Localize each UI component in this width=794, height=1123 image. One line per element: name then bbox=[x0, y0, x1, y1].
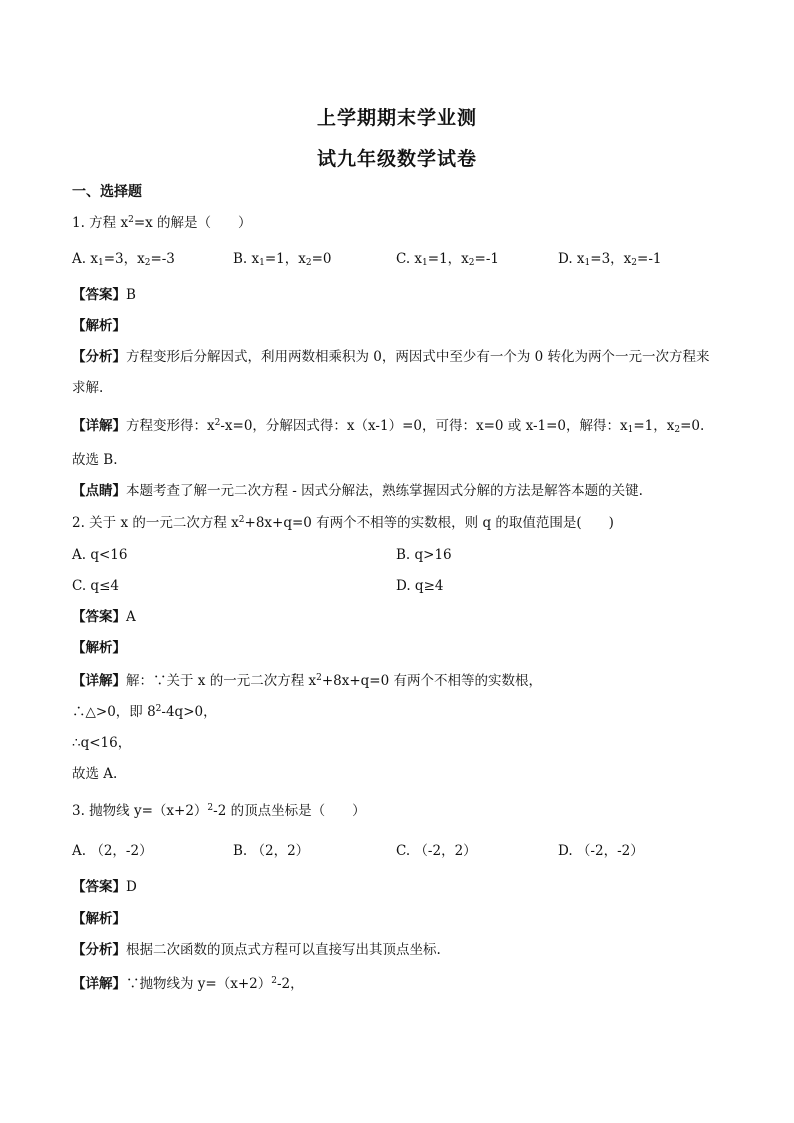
q2-step2: ∴q<16， bbox=[72, 735, 132, 751]
q2-choose: 故选 A. bbox=[72, 766, 118, 782]
q2-option-d: D. q≥4 bbox=[396, 578, 444, 594]
q1-option-c: C. $x_1=1$，$x_2=-1$ bbox=[396, 251, 499, 268]
q1-option-d: D. $x_1=3$，$x_2=-1$ bbox=[558, 251, 662, 268]
q1-analysis-label: 【解析】 bbox=[72, 318, 126, 334]
section-heading: 一、选择题 bbox=[72, 184, 142, 200]
q3-option-b: B. （2，2） bbox=[233, 843, 310, 859]
q1-answer: 【答案】B bbox=[72, 287, 136, 303]
q3-option-a: A. （2，-2） bbox=[72, 843, 153, 859]
q3-option-d: D. （-2，-2） bbox=[558, 843, 644, 859]
q1-detail: 【详解】方程变形得：$x^2-x=0$，分解因式得：x（x-1）=0，可得：x=0 或 x-1=0，解得：$x_1=1$，$x_2=0$. bbox=[72, 418, 705, 435]
q2-detail: 【详解】解：∵关于 x 的一元二次方程 $x^2+8x+q=0$ 有两个不相等的实数根， bbox=[72, 673, 543, 689]
q3-analysis-label: 【解析】 bbox=[72, 911, 126, 927]
q2-answer: 【答案】A bbox=[72, 609, 136, 625]
q1-stem: 1. 方程 $x^2=x$ 的解是（ ） bbox=[72, 215, 252, 231]
q2-option-a: A. q<16 bbox=[72, 547, 128, 563]
doc-title-line1: 上学期期末学业测 bbox=[316, 107, 477, 129]
doc-title-line2: 试九年级数学试卷 bbox=[316, 148, 477, 170]
q1-comment: 【点睛】本题考查了解一元二次方程 - 因式分解法，熟练掌握因式分解的方法是解答本题的关键. bbox=[72, 483, 643, 499]
q1-fenxi: 【分析】方程变形后分解因式，利用两数相乘积为 0，两因式中至少有一个为 0 转化为两个一元一次方程来 bbox=[72, 349, 710, 365]
q2-stem: 2. 关于 x 的一元二次方程 $x^2+8x+q=0$ 有两个不相等的实数根，则 q 的取值范围是( ) bbox=[72, 515, 614, 531]
q3-fenxi: 【分析】根据二次函数的顶点式方程可以直接写出其顶点坐标. bbox=[72, 942, 441, 958]
q3-detail: 【详解】∵抛物线为 $y=(x+2)^2-2$， bbox=[72, 976, 304, 992]
q3-stem: 3. 抛物线 $y=(x+2)^2-2$ 的顶点坐标是（ ） bbox=[72, 803, 366, 819]
q2-option-b: B. q>16 bbox=[396, 547, 452, 563]
q3-option-c: C. （-2，2） bbox=[396, 843, 477, 859]
q1-fenxi-cont: 求解. bbox=[72, 380, 104, 396]
q2-option-c: C. q≤4 bbox=[72, 578, 119, 594]
q3-answer: 【答案】D bbox=[72, 879, 137, 895]
q2-step1: ∴△>0，即 $8^2-4q>0$， bbox=[72, 704, 217, 720]
q2-analysis-label: 【解析】 bbox=[72, 640, 126, 656]
q1-option-a: A. $x_1=3$，$x_2=-3$ bbox=[72, 251, 175, 268]
q1-option-b: B. $x_1=1$，$x_2=0$ bbox=[233, 251, 332, 268]
q1-choose: 故选 B. bbox=[72, 452, 118, 468]
